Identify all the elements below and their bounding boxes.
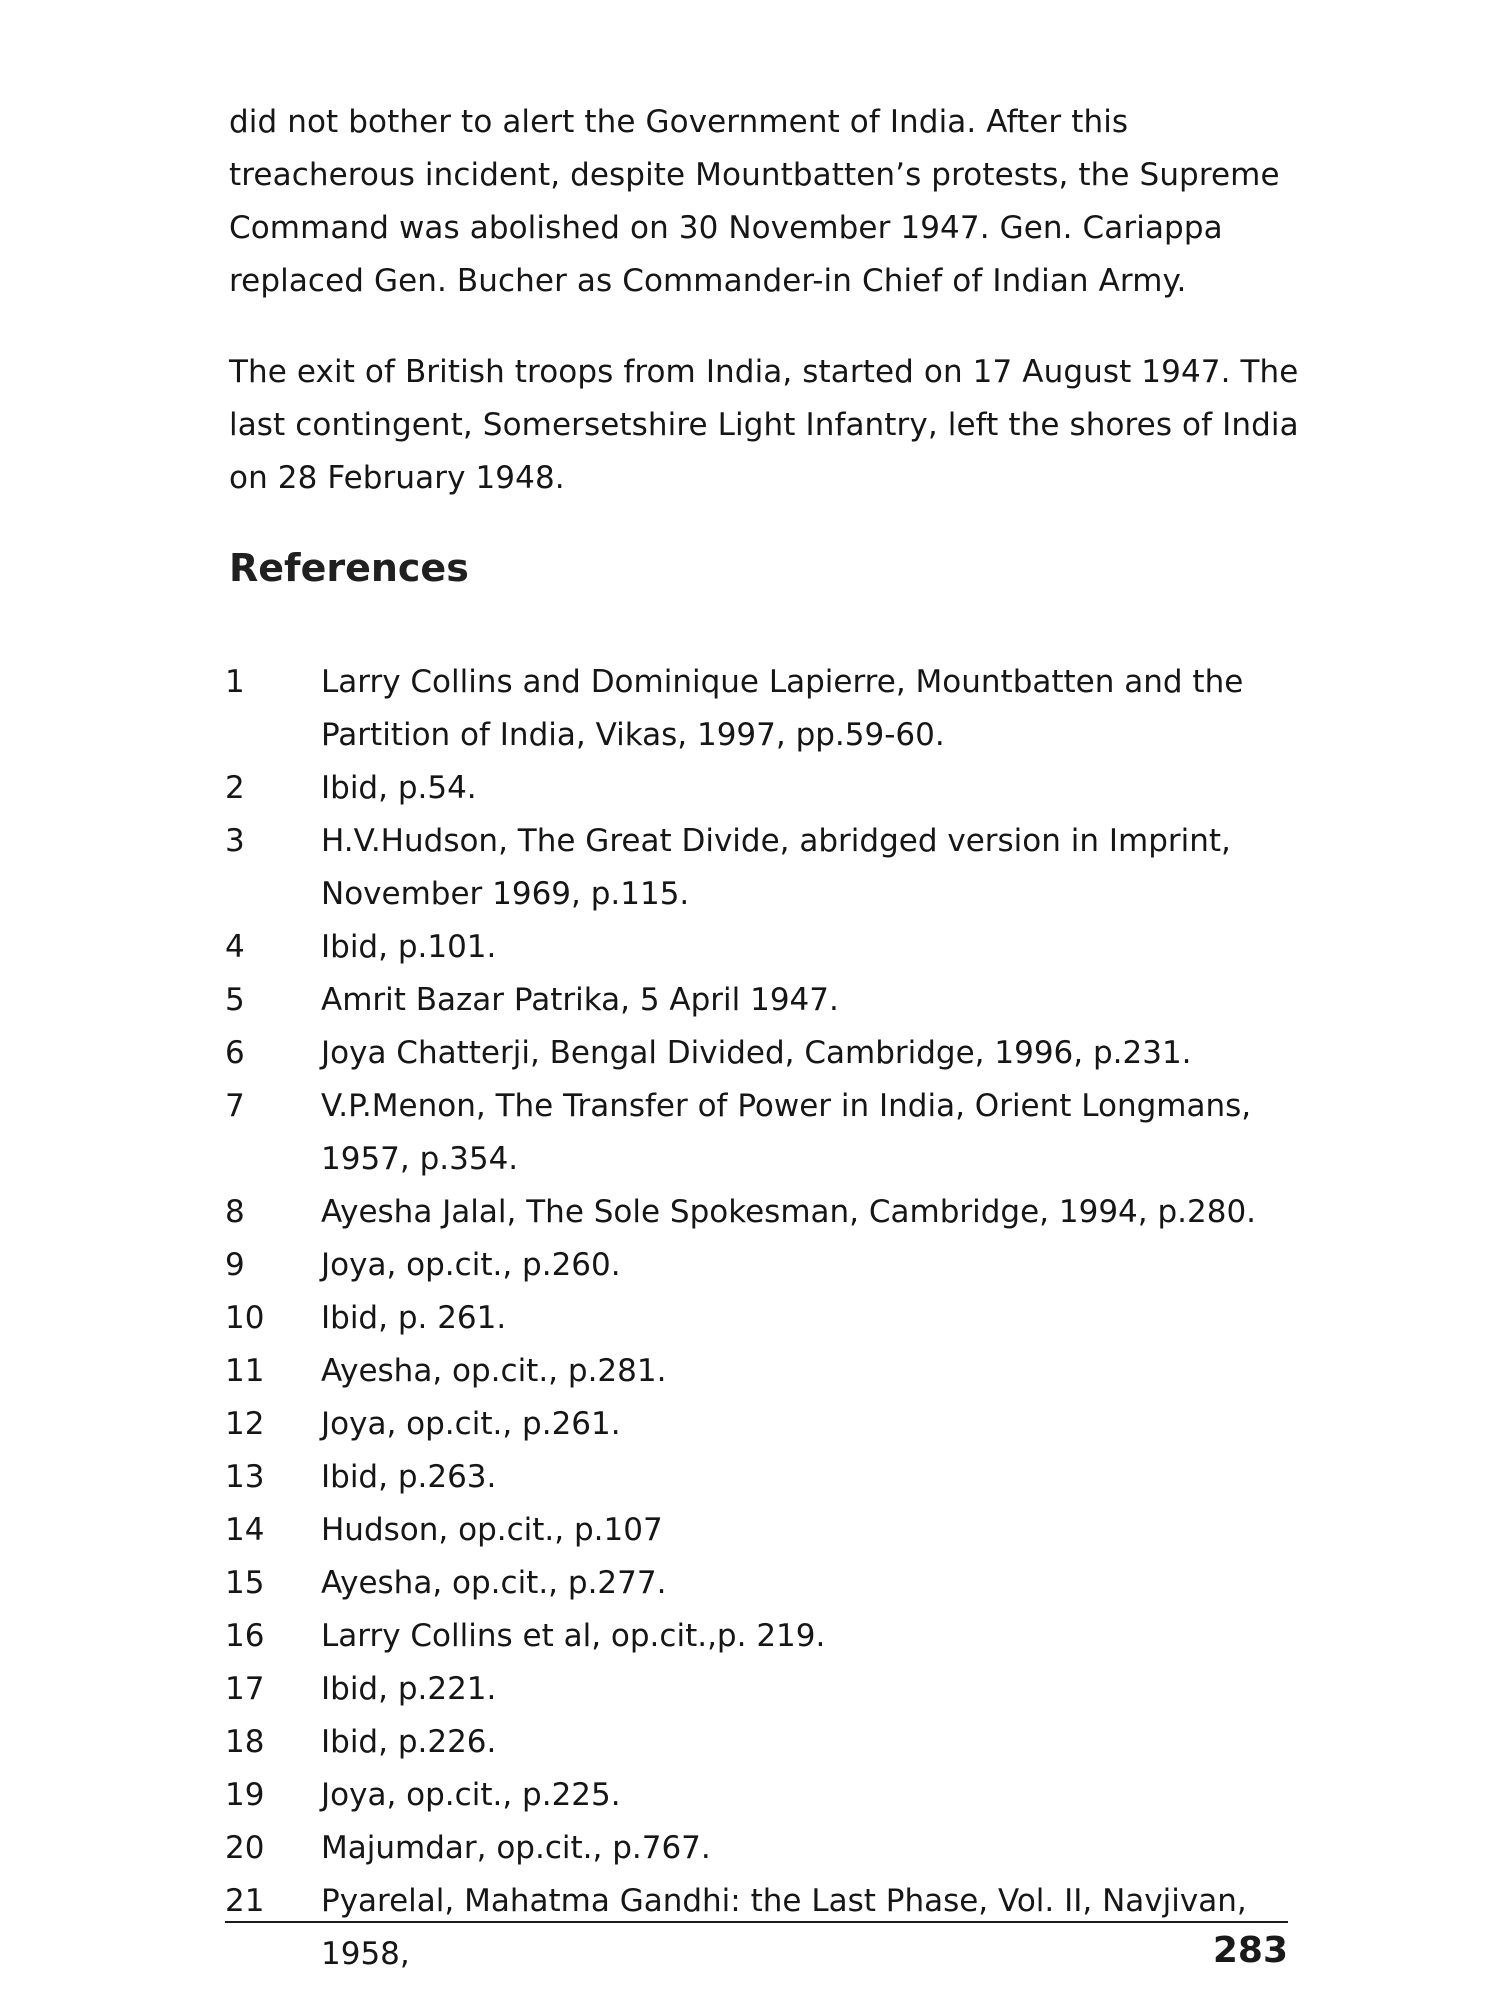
paragraph-text: The exit of British troops from India, started on 17 August 1947. The last contingent, Somersetshire Light Infantry, left the shores of India on 28 February 1948.: [229, 354, 1299, 496]
reference-text: Ibid, p.226.: [321, 1724, 497, 1760]
reference-number: 18: [225, 1724, 265, 1760]
reference-number: 20: [225, 1830, 265, 1866]
reference-item: [225, 1769, 1315, 1822]
reference-number: 19: [225, 1777, 265, 1813]
page-number: 283: [1212, 1930, 1288, 1971]
reference-text: Joya, op.cit., p.260.: [321, 1247, 621, 1283]
reference-item: [225, 1557, 1315, 1610]
reference-text: Pyarelal, Mahatma Gandhi: the Last Phase, Vol. II, Navjivan, 1958,: [321, 1883, 1247, 1972]
reference-text: Joya, op.cit., p.261.: [321, 1406, 621, 1442]
reference-item: [225, 815, 1315, 921]
references-heading: References: [229, 546, 469, 590]
reference-item: [225, 656, 1315, 762]
reference-item: [225, 1875, 1315, 1981]
reference-number: 12: [225, 1406, 265, 1442]
reference-number: 21: [225, 1883, 265, 1919]
reference-number: 10: [225, 1300, 265, 1336]
reference-number: 7: [225, 1088, 245, 1124]
reference-number: 1: [225, 664, 245, 700]
reference-item: [225, 1080, 1315, 1186]
reference-item: [225, 1716, 1315, 1769]
reference-item: [225, 1345, 1315, 1398]
reference-number: 14: [225, 1512, 265, 1548]
references-list: [225, 656, 1315, 1981]
reference-text: Amrit Bazar Patrika, 5 April 1947.: [321, 982, 839, 1018]
reference-text: Ayesha, op.cit., p.277.: [321, 1565, 667, 1601]
reference-text: Ayesha Jalal, The Sole Spokesman, Cambridge, 1994, p.280.: [321, 1194, 1257, 1230]
reference-item: [225, 1292, 1315, 1345]
reference-number: 13: [225, 1459, 265, 1495]
reference-item: [225, 1504, 1315, 1557]
reference-number: 5: [225, 982, 245, 1018]
reference-item: [225, 1663, 1315, 1716]
reference-text: Ibid, p. 261.: [321, 1300, 507, 1336]
reference-text: Ibid, p.221.: [321, 1671, 497, 1707]
reference-text: Ibid, p.54.: [321, 770, 477, 806]
reference-number: 17: [225, 1671, 265, 1707]
reference-item: [225, 1186, 1315, 1239]
reference-number: 4: [225, 929, 245, 965]
reference-text: Larry Collins and Dominique Lapierre, Mountbatten and the Partition of India, Vikas, 1997, pp.59-60.: [321, 664, 1244, 753]
reference-text: Ayesha, op.cit., p.281.: [321, 1353, 667, 1389]
reference-number: 15: [225, 1565, 265, 1601]
reference-item: [225, 1451, 1315, 1504]
reference-text: V.P.Menon, The Transfer of Power in India, Orient Longmans, 1957, p.354.: [321, 1088, 1252, 1177]
reference-item: [225, 1610, 1315, 1663]
footer-rule: [225, 1921, 1288, 1923]
reference-text: H.V.Hudson, The Great Divide, abridged version in Imprint, November 1969, p.115.: [321, 823, 1231, 912]
reference-number: 11: [225, 1353, 265, 1389]
reference-number: 8: [225, 1194, 245, 1230]
reference-item: [225, 1822, 1315, 1875]
reference-item: [225, 1398, 1315, 1451]
reference-number: 6: [225, 1035, 245, 1071]
body-paragraph-2: [229, 346, 1309, 505]
reference-number: 2: [225, 770, 245, 806]
reference-item: [225, 762, 1315, 815]
reference-item: [225, 974, 1315, 1027]
reference-text: Larry Collins et al, op.cit.,p. 219.: [321, 1618, 826, 1654]
reference-text: Ibid, p.101.: [321, 929, 497, 965]
reference-item: [225, 1027, 1315, 1080]
reference-number: 16: [225, 1618, 265, 1654]
reference-text: Majumdar, op.cit., p.767.: [321, 1830, 711, 1866]
reference-item: [225, 1239, 1315, 1292]
reference-number: 3: [225, 823, 245, 859]
reference-number: 9: [225, 1247, 245, 1283]
reference-text: Joya Chatterji, Bengal Divided, Cambridge, 1996, p.231.: [321, 1035, 1192, 1071]
reference-text: Ibid, p.263.: [321, 1459, 497, 1495]
reference-text: Joya, op.cit., p.225.: [321, 1777, 621, 1813]
body-paragraph-1: [229, 96, 1309, 308]
reference-item: [225, 921, 1315, 974]
reference-text: Hudson, op.cit., p.107: [321, 1512, 663, 1548]
paragraph-text: did not bother to alert the Government of India. After this treacherous incident, despite Mountbatten’s protests, the Supreme Command was abolished on 30 November 1947. Gen. Cariappa replaced Gen. Bucher as Commander-in Chief of Indian Army.: [229, 104, 1280, 299]
